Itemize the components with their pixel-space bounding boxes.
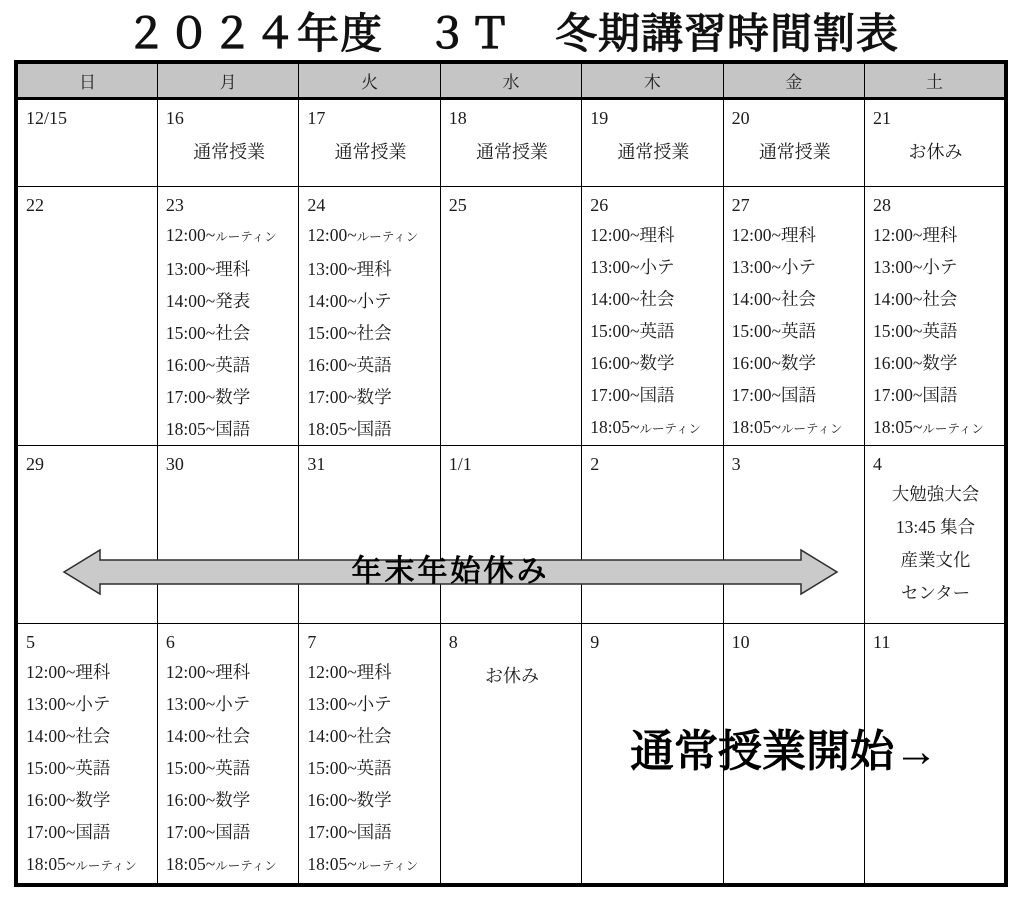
schedule-line: 15:00~社会 <box>165 322 251 343</box>
schedule-line: 17:00~国語 <box>307 821 392 842</box>
schedule-line: 13:00~小テ <box>590 256 675 277</box>
classes-resume-label: 通常授業開始→ <box>630 727 938 776</box>
schedule-subject-small: ルーティン <box>356 858 419 873</box>
date-label: 20 <box>731 107 750 128</box>
schedule-line: 14:00~社会 <box>165 725 251 746</box>
schedule-line: 14:00~社会 <box>731 288 816 309</box>
calendar-cell <box>16 98 157 186</box>
schedule-line: 14:00~小テ <box>307 290 392 311</box>
schedule-subject-small: ルーティン <box>215 229 277 244</box>
day-note: 通常授業 <box>193 141 266 162</box>
date-label: 16 <box>165 107 184 128</box>
weekday-header: 水 <box>440 62 581 98</box>
date-label: 17 <box>307 107 326 128</box>
schedule-line: 15:00~英語 <box>165 757 251 778</box>
calendar-cell <box>582 98 723 186</box>
date-label: 25 <box>448 194 467 215</box>
date-label: 7 <box>307 631 317 652</box>
date-label: 19 <box>590 107 609 128</box>
schedule-line: 16:00~数学 <box>26 789 111 810</box>
weekday-header: 月 <box>157 62 298 98</box>
date-label: 12/15 <box>26 107 68 128</box>
date-label: 8 <box>448 631 458 652</box>
schedule-subject-small: ルーティン <box>215 858 277 873</box>
schedule-line: 12:00~理科 <box>731 224 816 245</box>
weekday-header: 火 <box>299 62 440 98</box>
calendar-cell <box>157 623 298 885</box>
schedule-line: 17:00~数学 <box>307 386 392 407</box>
date-label: 22 <box>26 194 44 215</box>
calendar-cell <box>723 186 864 445</box>
calendar-cell <box>440 186 581 445</box>
schedule-line: 12:00~理科 <box>590 224 675 245</box>
calendar-cell <box>865 445 1006 623</box>
date-label: 26 <box>590 194 609 215</box>
date-label: 1/1 <box>448 453 472 474</box>
schedule-line: 15:00~英語 <box>307 757 392 778</box>
calendar-cell <box>299 98 440 186</box>
schedule-line: 13:00~小テ <box>165 693 251 714</box>
page-title: ２０２４年度 ３Ｔ 冬期講習時間割表 <box>124 12 899 58</box>
schedule-line: 12:00~理科 <box>26 661 111 682</box>
calendar-cell <box>582 186 723 445</box>
calendar-cell <box>157 98 298 186</box>
weekday-header: 日 <box>16 62 157 98</box>
schedule-line: 18:05~国語 <box>307 418 392 439</box>
date-label: 6 <box>165 631 175 652</box>
weekday-header: 金 <box>723 62 864 98</box>
week-row <box>16 186 1006 445</box>
date-label: 3 <box>731 453 741 474</box>
schedule-line: 16:00~数学 <box>165 789 251 810</box>
schedule-line: 14:00~社会 <box>307 725 392 746</box>
schedule-line: 12:00~理科 <box>165 661 251 682</box>
schedule-line: 18:05~ルーティン <box>590 416 702 437</box>
schedule-line: 18:05~ルーティン <box>873 416 984 437</box>
schedule-line: 16:00~英語 <box>307 354 392 375</box>
date-label: 23 <box>165 194 184 215</box>
schedule-line: 18:05~ルーティン <box>731 416 843 437</box>
date-label: 31 <box>307 453 326 474</box>
weekday-header: 木 <box>582 62 723 98</box>
date-label: 24 <box>307 194 326 215</box>
schedule-line: 12:00~理科 <box>307 661 392 682</box>
date-label: 30 <box>165 453 184 474</box>
date-label: 4 <box>873 453 883 474</box>
calendar-cell <box>299 186 440 445</box>
calendar-cell <box>440 98 581 186</box>
event-line: 13:45 集合 <box>895 516 976 537</box>
calendar-cell <box>440 623 581 885</box>
calendar-cell <box>865 186 1006 445</box>
schedule-line: 15:00~英語 <box>590 320 675 341</box>
schedule-line: 13:00~理科 <box>165 258 251 279</box>
event-line: 産業文化 <box>900 549 971 570</box>
schedule-line: 15:00~英語 <box>731 320 816 341</box>
schedule-subject-small: ルーティン <box>922 421 984 436</box>
schedule-subject-small: ルーティン <box>639 421 702 436</box>
schedule-line: 17:00~国語 <box>590 384 675 405</box>
date-label: 18 <box>448 107 467 128</box>
calendar-cell <box>723 98 864 186</box>
schedule-line: 15:00~英語 <box>26 757 111 778</box>
date-label: 27 <box>731 194 750 215</box>
event-line: 大勉強大会 <box>891 483 980 504</box>
calendar-cell <box>157 186 298 445</box>
week-row <box>16 98 1006 186</box>
schedule-line: 16:00~数学 <box>590 352 675 373</box>
schedule-line: 18:05~ルーティン <box>165 853 277 874</box>
schedule-line: 13:00~小テ <box>731 256 816 277</box>
schedule-line: 18:05~国語 <box>165 418 251 439</box>
schedule-line: 12:00~ルーティン <box>165 224 277 245</box>
date-label: 9 <box>590 631 600 652</box>
weekday-header: 土 <box>865 62 1006 98</box>
day-note: 通常授業 <box>617 141 690 162</box>
schedule-line: 13:00~小テ <box>873 256 958 277</box>
schedule-line: 14:00~社会 <box>26 725 111 746</box>
calendar-cell <box>16 186 157 445</box>
calendar-cell <box>865 98 1006 186</box>
date-label: 5 <box>26 631 35 652</box>
schedule-line: 16:00~数学 <box>307 789 392 810</box>
schedule-line: 13:00~理科 <box>307 258 392 279</box>
date-label: 21 <box>873 107 892 128</box>
schedule-line: 18:05~ルーティン <box>26 853 137 874</box>
day-note: お休み <box>484 665 539 686</box>
schedule-line: 14:00~社会 <box>873 288 958 309</box>
weekday-header-row <box>16 62 1006 98</box>
schedule-subject-small: ルーティン <box>780 421 843 436</box>
date-label: 11 <box>873 631 891 652</box>
schedule-line: 14:00~社会 <box>590 288 675 309</box>
schedule-line: 17:00~国語 <box>731 384 816 405</box>
day-note: 通常授業 <box>758 141 831 162</box>
date-label: 10 <box>731 631 750 652</box>
schedule-subject-small: ルーティン <box>75 858 137 873</box>
weekday-row <box>16 62 1006 98</box>
yearend-holiday-label: 年末年始休み <box>351 555 550 588</box>
schedule-line: 13:00~小テ <box>26 693 111 714</box>
day-note: 通常授業 <box>475 141 548 162</box>
schedule-subject-small: ルーティン <box>356 229 419 244</box>
schedule-line: 17:00~国語 <box>26 821 111 842</box>
schedule-line: 15:00~英語 <box>873 320 958 341</box>
schedule-line: 16:00~数学 <box>731 352 816 373</box>
schedule-line: 17:00~国語 <box>873 384 958 405</box>
schedule-line: 14:00~発表 <box>165 290 251 311</box>
schedule-line: 13:00~小テ <box>307 693 392 714</box>
calendar-cell <box>16 623 157 885</box>
schedule-line: 18:05~ルーティン <box>307 853 419 874</box>
date-label: 29 <box>26 453 44 474</box>
calendar-cell <box>299 623 440 885</box>
day-note: 通常授業 <box>334 141 407 162</box>
yearend-holiday-banner <box>62 547 839 597</box>
schedule-line: 17:00~国語 <box>165 821 251 842</box>
day-note: お休み <box>908 141 963 162</box>
schedule-line: 12:00~ルーティン <box>307 224 419 245</box>
schedule-line: 17:00~数学 <box>165 386 251 407</box>
event-line: センター <box>900 582 971 603</box>
schedule-line: 15:00~社会 <box>307 322 392 343</box>
date-label: 28 <box>873 194 892 215</box>
schedule-line: 16:00~数学 <box>873 352 958 373</box>
date-label: 2 <box>590 453 600 474</box>
schedule-line: 16:00~英語 <box>165 354 251 375</box>
schedule-line: 12:00~理科 <box>873 224 958 245</box>
